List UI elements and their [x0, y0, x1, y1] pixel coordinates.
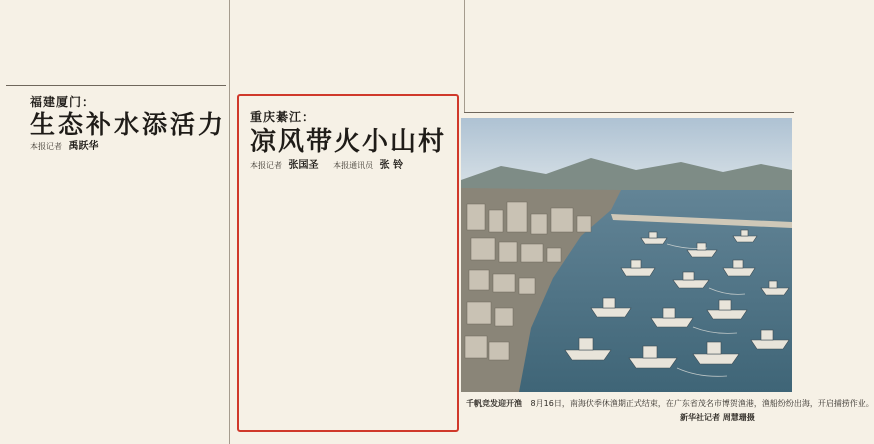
caption-title: 千帆竞发迎开渔: [466, 399, 522, 408]
reporter-name: 张 铃: [379, 160, 404, 171]
byline-label: 本报通讯员: [333, 161, 374, 170]
photo-credit-text: 新华社记者 周慧珊摄: [680, 413, 755, 422]
chongqing-headline: 凉风带火小山村: [250, 127, 447, 157]
column-divider: [229, 0, 230, 444]
reporter-name: 禹跃华: [68, 141, 99, 152]
column-divider: [464, 0, 465, 112]
byline-label: 本报记者: [30, 142, 62, 151]
harbor-photo: [461, 118, 792, 392]
photo-caption: [466, 398, 874, 409]
fujian-kicker: 福建厦门：: [30, 95, 96, 109]
fujian-byline: [30, 137, 109, 152]
harbor-photo-graphic: [461, 118, 792, 392]
caption-text: 8月16日，南海伏季休渔期正式结束，在广东省茂名市博贺渔港，渔船纷纷出海，开启捕捞作业。: [530, 399, 874, 408]
reporter-name: 张国圣: [288, 160, 319, 171]
chongqing-byline: [250, 156, 413, 171]
section-rule: [464, 112, 794, 113]
chongqing-kicker: 重庆綦江：: [250, 110, 316, 124]
byline-label: 本报记者: [250, 161, 282, 170]
fujian-headline: 生态补水添活力: [30, 110, 227, 139]
photo-credit: [680, 412, 755, 423]
section-rule: [6, 85, 226, 86]
